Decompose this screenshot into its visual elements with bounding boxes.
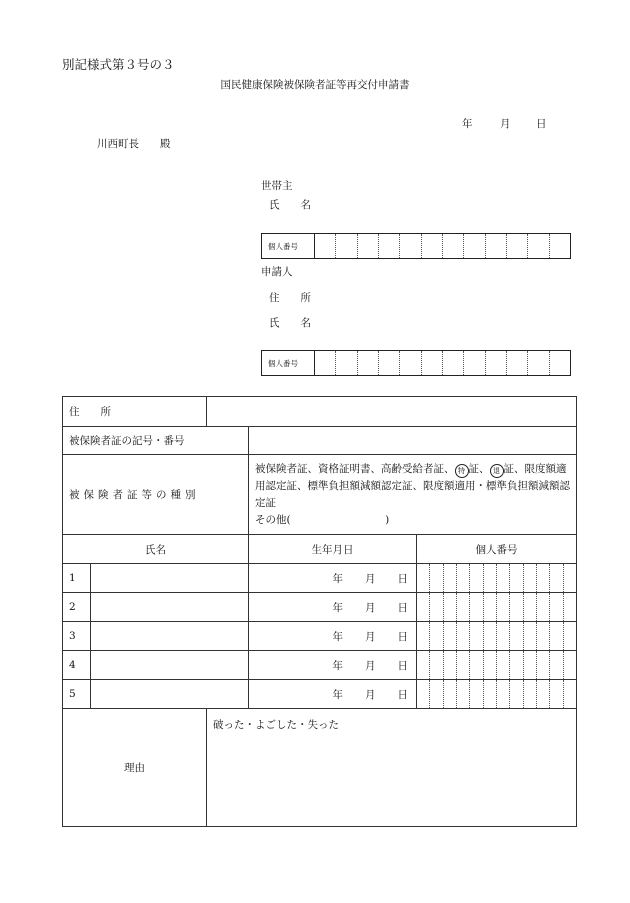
address-label: 住 所 [63, 397, 207, 427]
address-field[interactable] [207, 397, 577, 427]
header-number: 個人番号 [417, 535, 577, 564]
row-number: 2 [63, 593, 91, 622]
table-row [63, 564, 577, 593]
row-number-field[interactable] [417, 651, 577, 680]
insurance-id-field[interactable] [249, 427, 577, 455]
my-number-label: 個人番号 [262, 351, 315, 375]
row-name-field[interactable] [91, 651, 249, 680]
row-name-field[interactable] [91, 680, 249, 709]
row-birth-field[interactable]: 年 月 日 [249, 564, 417, 593]
householder-my-number-box[interactable] [261, 233, 571, 259]
tokutei-circle-icon: 特 [455, 464, 469, 478]
row-name-field[interactable] [91, 593, 249, 622]
table-row [63, 680, 577, 709]
insurance-id-label: 被保険者証の記号・番号 [63, 427, 249, 455]
row-number-field[interactable] [417, 593, 577, 622]
row-birth-field[interactable]: 年 月 日 [249, 651, 417, 680]
kind-label: 被保険者証等の種別 [63, 455, 249, 535]
row-birth-field[interactable]: 年 月 日 [249, 622, 417, 651]
row-number: 1 [63, 564, 91, 593]
row-number: 5 [63, 680, 91, 709]
date-month-label: 月 [500, 118, 511, 130]
householder-label: 世帯主 [261, 180, 293, 192]
householder-name-label: 氏 名 [269, 199, 311, 211]
row-birth-field[interactable]: 年 月 日 [249, 593, 417, 622]
applicant-address-label: 住 所 [269, 292, 311, 304]
header-name: 氏名 [63, 535, 249, 564]
table-row [63, 593, 577, 622]
application-table [62, 396, 577, 827]
kind-other: その他( ) [255, 513, 390, 526]
addressee: 川西町長 殿 [97, 138, 171, 150]
row-name-field[interactable] [91, 564, 249, 593]
applicant-label: 申請人 [261, 266, 293, 278]
header-birth: 生年月日 [249, 535, 417, 564]
date-year-label: 年 [462, 118, 473, 130]
page-title: 国民健康保険被保険者証等再交付申請書 [220, 79, 410, 91]
row-number-field[interactable] [417, 680, 577, 709]
table-row [63, 622, 577, 651]
reason-label: 理由 [63, 709, 207, 827]
row-number: 4 [63, 651, 91, 680]
date-day-label: 日 [536, 118, 547, 130]
table-row [63, 651, 577, 680]
row-number-field[interactable] [417, 622, 577, 651]
row-number-field[interactable] [417, 564, 577, 593]
row-birth-field[interactable]: 年 月 日 [249, 680, 417, 709]
applicant-my-number-box[interactable] [261, 350, 571, 376]
reason-field[interactable]: 破った・よごした・失った [207, 709, 577, 827]
my-number-label: 個人番号 [262, 234, 315, 258]
taishoku-circle-icon: 退 [490, 464, 504, 478]
form-number: 別記様式第３号の３ [62, 57, 175, 72]
row-number: 3 [63, 622, 91, 651]
applicant-name-label: 氏 名 [269, 317, 311, 329]
kind-options[interactable]: 被保険者証、資格証明書、高齢受給者証、 特 証、 退 証、限度額適用認定証、標準負担額減額認定証、限度額適用・標準負担額減額認定証 その他( ) [249, 455, 577, 535]
row-name-field[interactable] [91, 622, 249, 651]
